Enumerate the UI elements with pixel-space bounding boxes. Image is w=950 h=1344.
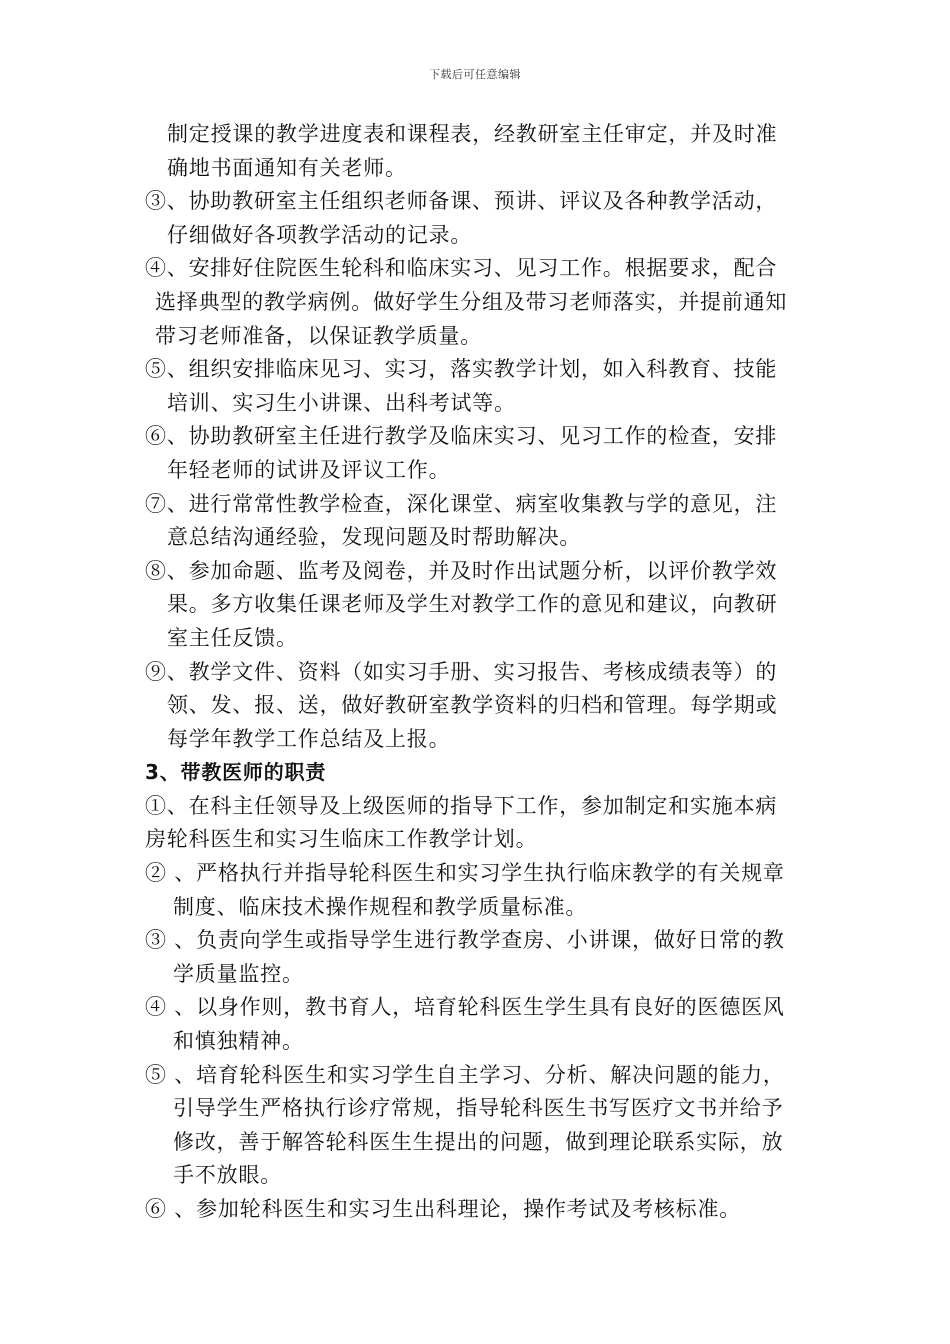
document-body bbox=[145, 118, 810, 1227]
text-line: ⑥ 、参加轮科医生和实习生出科理论，操作考试及考核标准。 bbox=[145, 1197, 742, 1221]
text-line: 带习老师准备，以保证教学质量。 bbox=[155, 323, 482, 348]
text-line: 室主任反馈。 bbox=[167, 625, 298, 650]
text-line: ⑦、进行常常性教学检查，深化课堂、病室收集教与学的意见，注 bbox=[145, 491, 778, 516]
text-line: ③ 、负责向学生或指导学生进行教学查房、小讲课，做好日常的教 bbox=[145, 928, 785, 953]
section-heading: 3、带教医师的职责 bbox=[145, 760, 327, 785]
text-line: ③、协助教研室主任组织老师备课、预讲、评议及各种教学活动， bbox=[145, 189, 778, 214]
text-line: 房轮科医生和实习生临床工作教学计划。 bbox=[145, 827, 538, 852]
text-line: ①、在科主任领导及上级医师的指导下工作，参加制定和实施本病 bbox=[145, 793, 778, 818]
text-line: ⑤、组织安排临床见习、实习，落实教学计划，如入科教育、技能 bbox=[145, 357, 778, 382]
text-line: 年轻老师的试讲及评议工作。 bbox=[167, 457, 451, 482]
text-line: 培训、实习生小讲课、出科考试等。 bbox=[167, 390, 516, 415]
text-line: 手不放眼。 bbox=[173, 1163, 282, 1188]
text-line: 修改，善于解答轮科医生生提出的问题，做到理论联系实际，放 bbox=[173, 1129, 784, 1154]
text-line: 确地书面通知有关老师。 bbox=[167, 155, 407, 180]
text-line: 仔细做好各项教学活动的记录。 bbox=[167, 222, 473, 247]
page-header-note: 下载后可任意编辑 bbox=[429, 68, 521, 81]
text-line: ⑨、教学文件、资料（如实习手册、实习报告、考核成绩表等）的 bbox=[145, 659, 778, 684]
text-line: 和慎独精神。 bbox=[173, 1029, 304, 1054]
text-line: 意总结沟通经验，发现问题及时帮助解决。 bbox=[167, 525, 582, 550]
text-line: 学质量监控。 bbox=[173, 961, 304, 986]
text-line: 果。多方收集任课老师及学生对教学工作的意见和建议，向教研 bbox=[167, 592, 778, 617]
text-line: 每学年教学工作总结及上报。 bbox=[167, 726, 451, 751]
text-line: ⑧、参加命题、监考及阅卷，并及时作出试题分析，以评价教学效 bbox=[145, 558, 778, 583]
text-line: 选择典型的教学病例。做好学生分组及带习老师落实，并提前通知 bbox=[155, 289, 788, 314]
text-line: ④、安排好住院医生轮科和临床实习、见习工作。根据要求，配合 bbox=[145, 256, 778, 281]
text-line: 制度、临床技术操作规程和教学质量标准。 bbox=[173, 894, 588, 919]
text-line: ② 、严格执行并指导轮科医生和实习学生执行临床教学的有关规章 bbox=[145, 861, 785, 886]
text-line: ⑥、协助教研室主任进行教学及临床实习、见习工作的检查，安排 bbox=[145, 424, 778, 449]
text-line: ④ 、以身作则，教书育人，培育轮科医生学生具有良好的医德医风 bbox=[145, 995, 785, 1020]
text-line: 制定授课的教学进度表和课程表，经教研室主任审定，并及时准 bbox=[167, 122, 778, 146]
text-line: 引导学生严格执行诊疗常规，指导轮科医生书写医疗文书并给予 bbox=[173, 1096, 784, 1121]
text-line: 领、发、报、送，做好教研室教学资料的归档和管理。每学期或 bbox=[167, 693, 778, 718]
text-line: ⑤ 、培育轮科医生和实习学生自主学习、分析、解决问题的能力， bbox=[145, 1062, 785, 1087]
